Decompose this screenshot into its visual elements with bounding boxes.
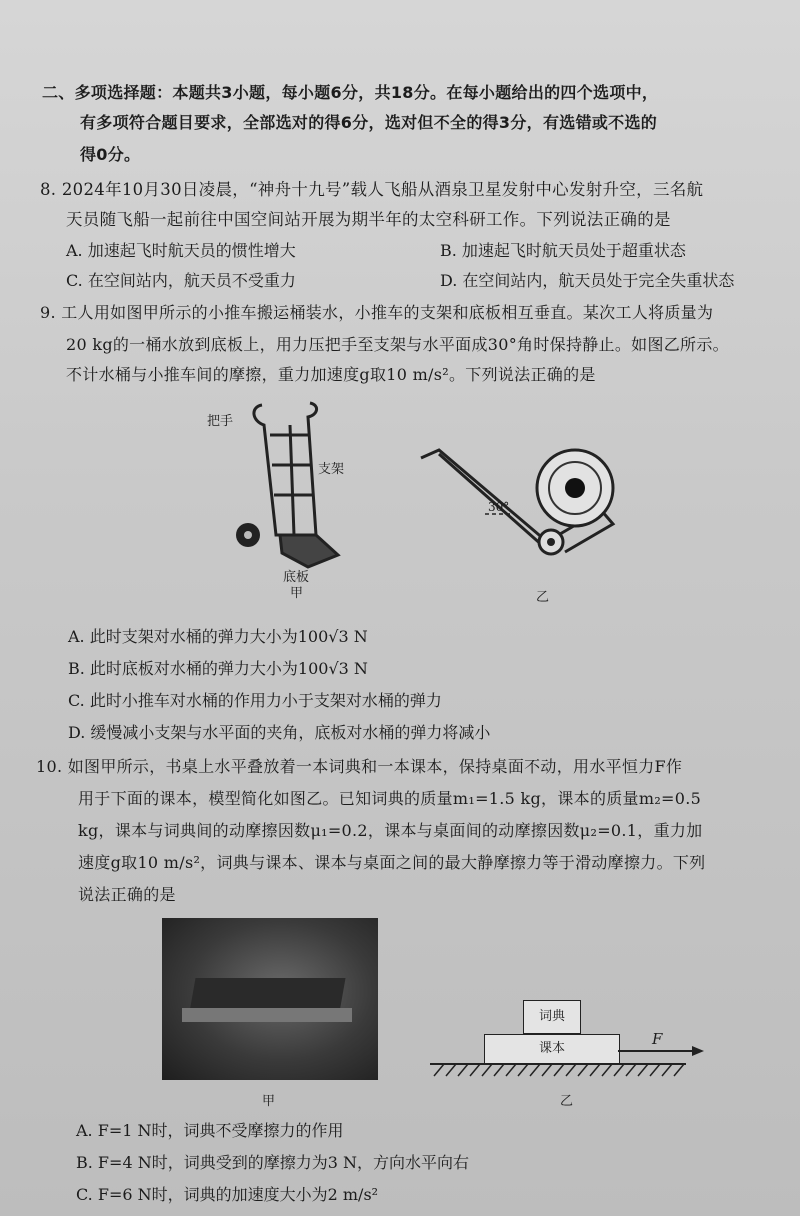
q10-stem-line1: 10. 如图甲所示，书桌上水平叠放着一本词典和一本课本，保持桌面不动，用水平恒力F作: [36, 757, 683, 776]
dictionary-label: 词典: [538, 1009, 565, 1024]
q10-option-a: A. F=1 N时，词典不受摩擦力的作用: [76, 1121, 344, 1140]
label-handle: 把手: [207, 414, 234, 429]
q9-option-d: D. 缓慢减小支架与水平面的夹角，底板对水桶的弹力将减小: [68, 723, 491, 742]
q8-stem-line1: 8. 2024年10月30日凌晨，“神舟十九号”载人飞船从酒泉卫星发射中心发射升空，三名航: [40, 180, 704, 199]
label-frame: 支架: [318, 462, 345, 477]
q10-option-c: C. F=6 N时，词典的加速度大小为2 m/s²: [76, 1185, 379, 1204]
q9-stem-line2: 20 kg的一桶水放到底板上，用力压把手至支架与水平面成30°角时保持静止。如图乙所示。: [66, 335, 729, 354]
q9-option-a: A. 此时支架对水桶的弹力大小为100√3 N: [68, 627, 368, 646]
bucket-cap-shape: [565, 478, 585, 498]
hatch-lines: [434, 1064, 684, 1076]
q10-stem-line3: kg，课本与词典间的动摩擦因数μ₁=0.2，课本与桌面间的动摩擦因数μ₂=0.1，重力加: [78, 821, 703, 840]
section-heading-line3: 得0分。: [80, 145, 141, 164]
q9-stem-line3: 不计水桶与小推车间的摩擦，重力加速度g取10 m/s²。下列说法正确的是: [66, 365, 596, 384]
q10-stem-line5: 说法正确的是: [78, 885, 176, 904]
dictionary-block: [523, 1000, 581, 1034]
q8-option-a: A. 加速起飞时航天员的惯性增大: [66, 241, 296, 260]
wheel-hub-shape: [244, 531, 252, 539]
photo-desk-edge-shape: [182, 1008, 352, 1022]
q10-stem-line2: 用于下面的课本，模型简化如图乙。已知词典的质量m₁=1.5 kg，课本的质量m₂=0.5: [78, 789, 702, 808]
q9-option-b: B. 此时底板对水桶的弹力大小为100√3 N: [68, 659, 368, 678]
q9-stem-line1: 9. 工人用如图甲所示的小推车搬运桶装水，小推车的支架和底板相互垂直。某次工人将质量为: [40, 303, 714, 322]
q9-option-c: C. 此时小推车对水桶的作用力小于支架对水桶的弹力: [68, 691, 442, 710]
hand-truck-drawing: [254, 403, 338, 567]
label-jia-q9: 甲: [290, 586, 304, 601]
q8-option-c: C. 在空间站内，航天员不受重力: [66, 271, 296, 290]
q8-stem-line2: 天员随飞船一起前往中国空间站开展为期半年的太空科研工作。下列说法正确的是: [66, 210, 671, 229]
tilted-truck-figure-yi: [415, 440, 625, 570]
q8-option-d: D. 在空间站内，航天员处于完全失重状态: [440, 271, 735, 290]
textbook-label: 课本: [538, 1041, 565, 1056]
q10-stem-line4: 速度g取10 m/s²，词典与课本、课本与桌面之间的最大静摩擦力等于滑动摩擦力。下列: [78, 853, 706, 872]
desk-books-photo: [162, 918, 378, 1080]
label-force-f: F: [652, 1030, 663, 1048]
section-heading-line2: 有多项符合题目要求，全部选对的得6分，选对但不全的得3分，有选错或不选的: [80, 113, 658, 132]
small-wheel-hub-shape: [547, 538, 555, 546]
q10-option-b: B. F=4 N时，词典受到的摩擦力为3 N，方向水平向右: [76, 1153, 469, 1172]
hand-truck-figure-jia: [220, 395, 370, 595]
q8-option-b: B. 加速起飞时航天员处于超重状态: [440, 241, 686, 260]
label-yi-q9: 乙: [536, 590, 550, 605]
label-base: 底板: [283, 570, 310, 585]
textbook-block: [484, 1034, 620, 1064]
label-angle-30: 30°: [488, 500, 510, 514]
section-heading-line1: 二、多项选择题：本题共3小题，每小题6分，共18分。在每小题给出的四个选项中，: [42, 83, 659, 102]
label-jia-q10: 甲: [262, 1094, 276, 1109]
label-yi-q10: 乙: [560, 1094, 574, 1109]
